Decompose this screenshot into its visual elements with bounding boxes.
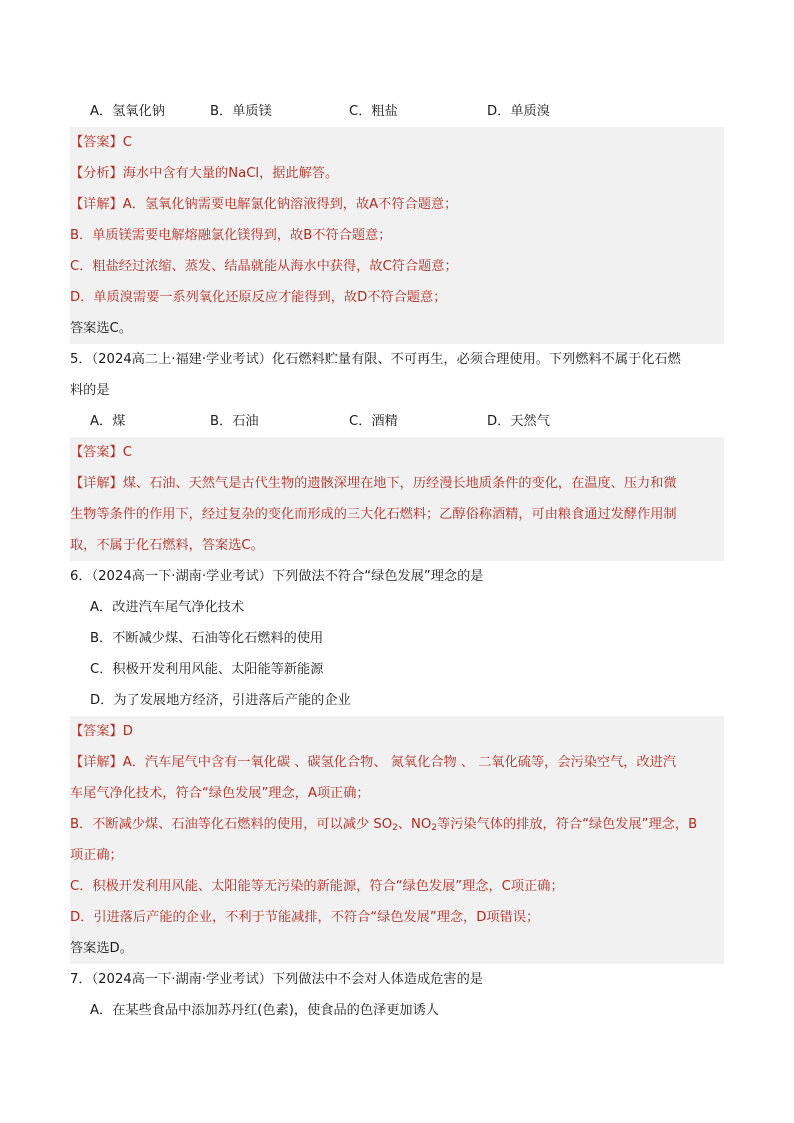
q6-detail-line-1: 【详解】A．汽车尾气中含有一氧化碳 、碳氢化合物、 氮氧化合物 、 二氧化硫等，会污染空气，改进汽 [70, 755, 677, 770]
q6-detail-b-mid: 、NO [397, 817, 432, 832]
q5-answer-block [70, 437, 724, 561]
q4-option-b: B．单质镁 [210, 104, 272, 119]
q5-stem-line-2: 料的是 [70, 383, 110, 398]
q4-answer-block [70, 127, 724, 344]
q4-conclusion: 答案选C。 [70, 321, 132, 336]
q5-stem-line-1: 5．（2024高二上·福建·学业考试）化石燃料贮量有限、不可再生，必须合理使用。下列燃料不属于化石燃 [70, 352, 681, 367]
q6-option-a: A．改进汽车尾气净化技术 [90, 600, 245, 615]
q6-detail-b-sub1: 2 [392, 823, 398, 833]
document-page [70, 96, 724, 1026]
q6-detail-b-sub2: 2 [431, 823, 438, 833]
q6-answer: 【答案】D [70, 724, 133, 739]
q6-detail-b-post: 等污染气体的排放，符合“绿色发展”理念，B [437, 817, 698, 832]
q4-detail-line-3: C．粗盐经过浓缩、蒸发、结晶就能从海水中获得，故C符合题意； [70, 259, 458, 274]
q6-conclusion: 答案选D。 [70, 941, 133, 956]
q7-stem: 7．（2024高一下·湖南·学业考试）下列做法中不会对人体造成危害的是 [70, 972, 483, 987]
q4-answer: 【答案】C [70, 135, 132, 150]
q4-option-d: D．单质溴 [487, 104, 550, 119]
q5-option-b: B．石油 [210, 414, 259, 429]
q6-detail-line-6: D．引进落后产能的企业，不利于节能减排，不符合“绿色发展”理念，D项错误； [70, 910, 540, 925]
q5-detail-line-1: 【详解】煤、石油、天然气是古代生物的遗骸深埋在地下，历经漫长地质条件的变化，在温度、压力和微 [70, 476, 677, 491]
q6-detail-line-5: C．积极开发利用风能、太阳能等无污染的新能源，符合“绿色发展”理念，C项正确； [70, 879, 564, 894]
q6-detail-line-2: 车尾气净化技术，符合“绿色发展”理念，A项正确； [70, 786, 370, 801]
q5-option-d: D．天然气 [487, 414, 550, 429]
q5-options [70, 406, 724, 437]
q5-option-c: C．酒精 [349, 414, 398, 429]
q5-detail-line-2: 生物等条件的作用下，经过复杂的变化而形成的三大化石燃料；乙醇俗称酒精，可由粮食通过发酵作用制 [70, 507, 677, 522]
q6-detail-b-pre: B．不断减少煤、石油等化石燃料的使用，可以减少 SO [70, 817, 393, 832]
q6-option-b: B．不断减少煤、石油等化石燃料的使用 [90, 631, 324, 646]
q4-detail-line-4: D．单质溴需要一系列氧化还原反应才能得到，故D不符合题意； [70, 290, 447, 305]
q5-option-a: A．煤 [90, 414, 126, 429]
q4-options [70, 96, 724, 127]
q4-analysis: 【分析】海水中含有大量的NaCl，据此解答。 [70, 166, 339, 181]
q6-detail-line-3 [70, 809, 724, 840]
q6-stem: 6．（2024高一下·湖南·学业考试）下列做法不符合“绿色发展”理念的是 [70, 569, 484, 584]
q6-detail-line-4: 项正确； [70, 848, 123, 863]
q6-answer-block [70, 716, 724, 964]
q4-detail-line-2: B．单质镁需要电解熔融氯化镁得到，故B不符合题意； [70, 228, 392, 243]
q5-detail-line-3: 取，不属于化石燃料，答案选C。 [70, 538, 264, 553]
q4-option-c: C．粗盐 [349, 104, 398, 119]
q5-answer: 【答案】C [70, 445, 132, 460]
q6-option-d: D．为了发展地方经济，引进落后产能的企业 [90, 693, 351, 708]
q4-detail-line-1: 【详解】A．氢氧化钠需要电解氯化钠溶液得到，故A不符合题意； [70, 197, 458, 212]
q4-option-a: A．氢氧化钠 [90, 104, 165, 119]
q7-option-a: A．在某些食品中添加苏丹红(色素)，使食品的色泽更加诱人 [90, 1003, 439, 1018]
q6-option-c: C．积极开发利用风能、太阳能等新能源 [90, 662, 324, 677]
